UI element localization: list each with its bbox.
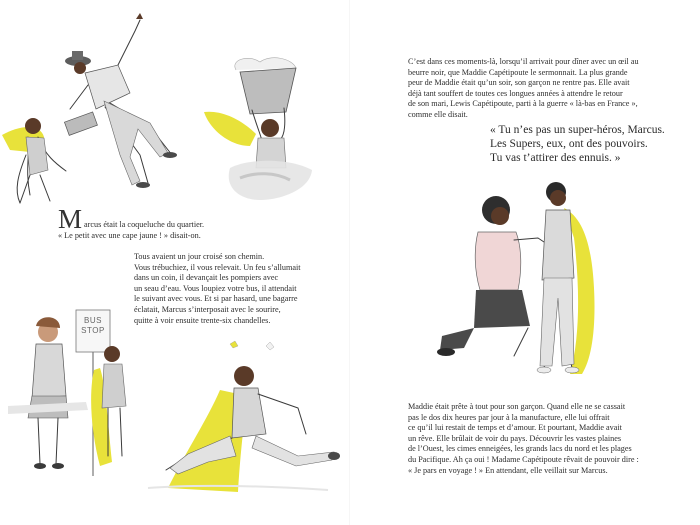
left-paragraph-2: [134, 252, 334, 326]
text-line: quitte à voir ensuite trente-six chandelles.: [134, 315, 271, 325]
illustration-marcus-sitting: [148, 338, 348, 503]
text-line: comme elle disait.: [408, 109, 468, 119]
text-line: « Le petit avec une cape jaune ! » disait-on.: [58, 230, 201, 240]
illustration-maddie-marcus: [434, 178, 614, 383]
right-paragraph-2: [408, 402, 688, 476]
right-page: [350, 0, 700, 525]
bus-stop-sign-line: BUS: [84, 316, 102, 325]
text-line: beurre noir, que Maddie Capétipoute le sermonnait. La plus grande: [408, 67, 628, 77]
text-line: « Je pars en voyage ! » En attendant, elle veillait sur Marcus.: [408, 465, 608, 475]
text-line: pas le dos dix heures par jour à la manufacture, elle lui offrait: [408, 412, 610, 422]
quote-line: « Tu n’es pas un super-héros, Marcus.: [490, 124, 665, 136]
text-line: le suivant avec vous. Et si par hasard, une bagarre: [134, 294, 298, 304]
quote-line: Les Supers, eux, ont des pouvoirs.: [490, 138, 648, 150]
text-line: un rêve. Elle brûlait de voir du pays. Découvrir les vastes plaines: [408, 433, 622, 443]
text-line: éclatait, Marcus s’interposait avec le sourire,: [134, 304, 281, 314]
text-line: Vous trébuchiez, il vous relevait. Un feu s’allumait: [134, 262, 301, 272]
left-paragraph-1: [58, 204, 233, 241]
quote-line: Tu vas t’attirer des ennuis. »: [490, 152, 621, 164]
text-line: arcus était la coqueluche du quartier.: [84, 220, 205, 229]
bus-stop-sign-line: STOP: [81, 326, 105, 335]
text-line: peur de Maddie était qu’un soir, son garçon ne rentre pas. Elle avait: [408, 78, 630, 88]
text-line: dans un coin, il devançait les pompiers avec: [134, 273, 279, 283]
text-line: C’est dans ces moments-là, lorsqu’il arrivait pour dîner avec un œil au: [408, 57, 639, 66]
drop-cap: M: [58, 204, 83, 234]
text-line: ce qu’il lui restait de temps et d’amour. Et pourtant, Maddie avait: [408, 423, 622, 433]
illustration-marcus-bucket: [200, 50, 340, 210]
text-line: du Pacifique. Ah ça oui ! Madame Capétipoute rêvait de pouvoir dire :: [408, 454, 639, 464]
text-line: déjà tant souffert de toutes ces longues années à attendre le retour: [408, 88, 623, 98]
bus-stop-sign: [76, 316, 110, 336]
text-line: un seau d’eau. Vous loupiez votre bus, il attendait: [134, 283, 297, 293]
text-line: de l’Ouest, les cimes enneigées, les grands lacs du nord et les plages: [408, 444, 632, 454]
text-line: Tous avaient un jour croisé son chemin.: [134, 252, 265, 261]
illustration-falling-man: [0, 5, 200, 210]
maddie-quote: [490, 123, 695, 165]
text-line: de son mari, Lewis Capétipoute, parti à la guerre « là-bas en France »,: [408, 99, 638, 109]
text-line: Maddie était prête à tout pour son garçon. Quand elle ne se cassait: [408, 402, 626, 411]
right-paragraph-1: [408, 57, 683, 121]
